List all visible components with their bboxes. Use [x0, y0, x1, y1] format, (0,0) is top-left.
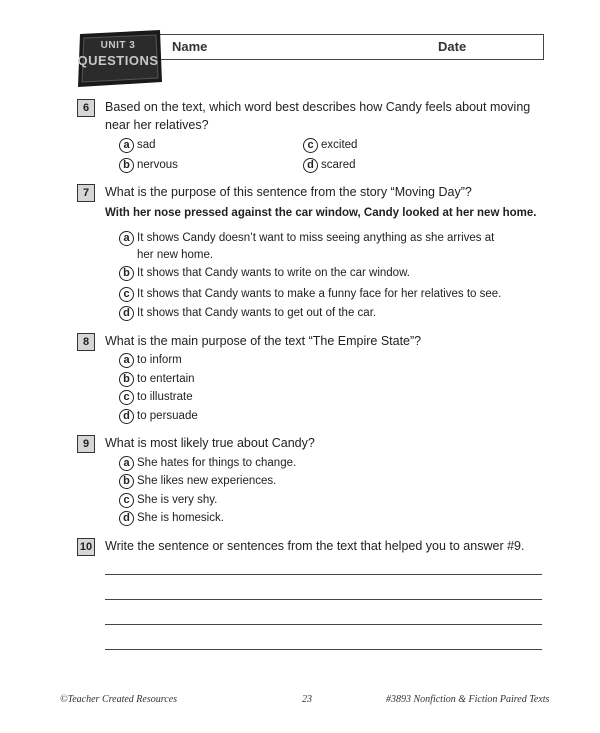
option-text: to persuade	[137, 410, 198, 422]
footer-page-number: 23	[302, 694, 312, 705]
question-text: What is most likely true about Candy?	[105, 436, 315, 450]
option-text: to inform	[137, 354, 182, 366]
q9-option-d[interactable]	[119, 510, 224, 527]
option-text: excited	[321, 139, 358, 151]
option-letter: c	[119, 390, 134, 405]
option-text: It shows that Candy wants to get out of the car.	[137, 307, 377, 319]
option-text: It shows that Candy wants to make a funny face for her relatives to see.	[137, 288, 502, 300]
q9-option-a[interactable]	[119, 455, 296, 472]
option-text: to entertain	[137, 373, 195, 385]
question-text: Write the sentence or sentences from the text that helped you to answer #9.	[105, 539, 525, 553]
question-number: 10	[77, 538, 95, 556]
q6-option-c[interactable]	[303, 137, 357, 154]
q8-option-b[interactable]	[119, 371, 195, 388]
option-letter: d	[119, 409, 134, 424]
option-letter: d	[119, 511, 134, 526]
question-number: 8	[77, 333, 95, 351]
q7-option-d[interactable]	[119, 305, 376, 322]
option-letter: c	[119, 287, 134, 302]
option-text: She hates for things to change.	[137, 457, 297, 469]
answer-line[interactable]	[105, 574, 542, 575]
q9-option-c[interactable]	[119, 492, 217, 509]
question-text: What is the main purpose of the text “The Empire State”?	[105, 334, 422, 348]
option-letter: b	[119, 372, 134, 387]
badge-questions-label: QUESTIONS	[77, 53, 159, 68]
q8-option-a[interactable]	[119, 352, 182, 369]
q6-option-a[interactable]	[119, 137, 156, 154]
badge-unit-label: UNIT 3	[100, 40, 136, 51]
q6-option-d[interactable]	[303, 157, 356, 174]
q7-option-a[interactable]	[119, 230, 509, 264]
question-number: 9	[77, 435, 95, 453]
answer-line[interactable]	[105, 649, 542, 650]
q7-option-b[interactable]	[119, 265, 410, 282]
question-number: 7	[77, 184, 95, 202]
option-letter: c	[303, 138, 318, 153]
footer-book-title: #3893 Nonfiction & Fiction Paired Texts	[386, 694, 550, 705]
answer-line[interactable]	[105, 599, 542, 600]
option-letter: c	[119, 493, 134, 508]
option-letter: d	[303, 158, 318, 173]
option-letter: a	[119, 138, 134, 153]
question-text: What is the purpose of this sentence from the story “Moving Day”?	[105, 185, 472, 199]
q9-option-b[interactable]	[119, 473, 276, 490]
q8-option-c[interactable]	[119, 389, 193, 406]
name-label: Name	[172, 39, 208, 54]
date-label: Date	[438, 39, 467, 54]
option-letter: b	[119, 266, 134, 281]
option-text: It shows Candy doesn’t want to miss seeing anything as she arrives at her new home.	[137, 232, 495, 261]
option-text: nervous	[137, 159, 178, 171]
option-letter: a	[119, 231, 134, 246]
option-letter: b	[119, 158, 134, 173]
option-text: She is homesick.	[137, 512, 224, 524]
option-letter: d	[119, 306, 134, 321]
option-text: sad	[137, 139, 156, 151]
answer-line[interactable]	[105, 624, 542, 625]
q8-option-d[interactable]	[119, 408, 198, 425]
option-letter: b	[119, 474, 134, 489]
question-number: 6	[77, 99, 95, 117]
option-text: She likes new experiences.	[137, 475, 277, 487]
option-text: scared	[321, 159, 356, 171]
option-letter: a	[119, 456, 134, 471]
option-text: It shows that Candy wants to write on the car window.	[137, 267, 410, 279]
footer-publisher: ©Teacher Created Resources	[60, 694, 178, 705]
option-letter: a	[119, 353, 134, 368]
q7-option-c[interactable]	[119, 286, 501, 303]
q6-option-b[interactable]	[119, 157, 178, 174]
quoted-sentence: With her nose pressed against the car window, Candy looked at her new home.	[105, 207, 537, 219]
question-text: Based on the text, which word best describes how Candy feels about moving near her relatives?	[105, 100, 531, 132]
option-text: to illustrate	[137, 391, 193, 403]
option-text: She is very shy.	[137, 494, 218, 506]
